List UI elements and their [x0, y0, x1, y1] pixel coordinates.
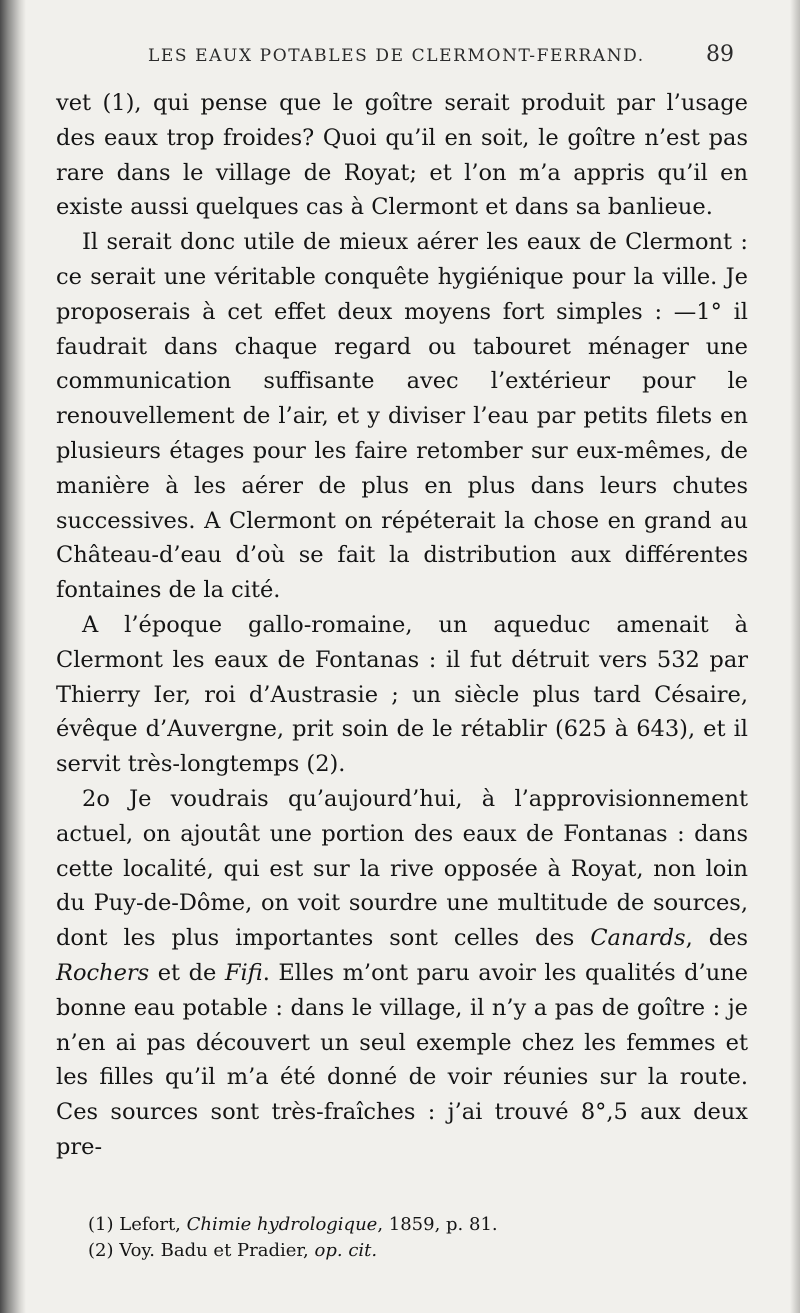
footnote-author: Lefort, [119, 1214, 181, 1235]
footnote-marker: (1) [88, 1214, 114, 1235]
binding-shadow [0, 0, 26, 1313]
paragraph-4 [56, 782, 748, 1165]
place-name-fifi: Fifi [224, 959, 263, 986]
page-header [56, 42, 754, 76]
footnote-marker: (2) [88, 1240, 114, 1261]
footnote-title: Chimie hydrologique [186, 1214, 378, 1235]
running-title: LES EAUX POTABLES DE CLERMONT-FERRAND. [148, 46, 645, 66]
footnote-2 [88, 1238, 648, 1264]
paragraph-4-text-c: et de [149, 959, 225, 986]
paragraph-3: A l’époque gallo-romaine, un aqueduc amenait à Clermont les eaux de Fontanas : il fut détruit vers 532 par Thierry Ier, roi d’Austrasie ; un siècle plus tard Césaire, évêque d’Auvergne, prit soin de le rétablir (625 à 643), et il servit très-longtemps (2). [56, 611, 748, 778]
body-text [56, 86, 748, 1165]
paragraph-4-text-b: , des [685, 925, 748, 952]
footnotes [88, 1212, 648, 1264]
footnote-author: Voy. Badu et Pradier, [119, 1240, 309, 1261]
paragraph-4-text-d: . Elles m’ont paru avoir les qualités d’une bonne eau potable : dans le village, il n’y a pas de goître : je n’en ai pas découvert un seul exemple chez les femmes et les filles qu’il m’a été donné de voir réunies sur la route. Ces sources sont très-fraîches : j’ai trouvé 8°,5 aux deux pre- [56, 959, 748, 1160]
footnote-title: op. cit. [314, 1240, 378, 1261]
paragraph-4-text-a: 2o Je voudrais qu’aujourd’hui, à l’approvisionnement actuel, on ajoutât une portion des eaux de Fontanas : dans cette localité, qui est sur la rive opposée à Royat, non loin du Puy-de-Dôme, on voit sourdre une multitude de sources, dont les plus importantes sont celles des [56, 785, 748, 952]
place-name-rochers: Rochers [56, 959, 150, 986]
footnote-1 [88, 1212, 648, 1238]
footnote-rest: , 1859, p. 81. [377, 1214, 498, 1235]
place-name-canards: Canards [590, 925, 686, 952]
paragraph-1: vet (1), qui pense que le goître serait produit par l’usage des eaux trop froides? Quoi qu’il en soit, le goître n’est pas rare dans le village de Royat; et l’on m’a appris qu’il en existe aussi quelques cas à Clermont et dans sa banlieue. [56, 90, 748, 221]
edge-shadow [790, 0, 800, 1313]
page-number: 89 [706, 42, 734, 67]
paragraph-2: Il serait donc utile de mieux aérer les eaux de Clermont : ce serait une véritable conquête hygiénique pour la ville. Je proposerais à cet effet deux moyens fort simples : —1° il faudrait dans chaque regard ou tabouret ménager une communication suffisante avec l’extérieur pour le renouvellement de l’air, et y diviser l’eau par petits filets en plusieurs étages pour les faire retomber sur eux-mêmes, de manière à les aérer de plus en plus dans leurs chutes successives. A Clermont on répéterait la chose en grand au Château-d’eau d’où se fait la distribution aux différentes fontaines de la cité. [56, 229, 748, 604]
footnote-rule [56, 1190, 206, 1191]
